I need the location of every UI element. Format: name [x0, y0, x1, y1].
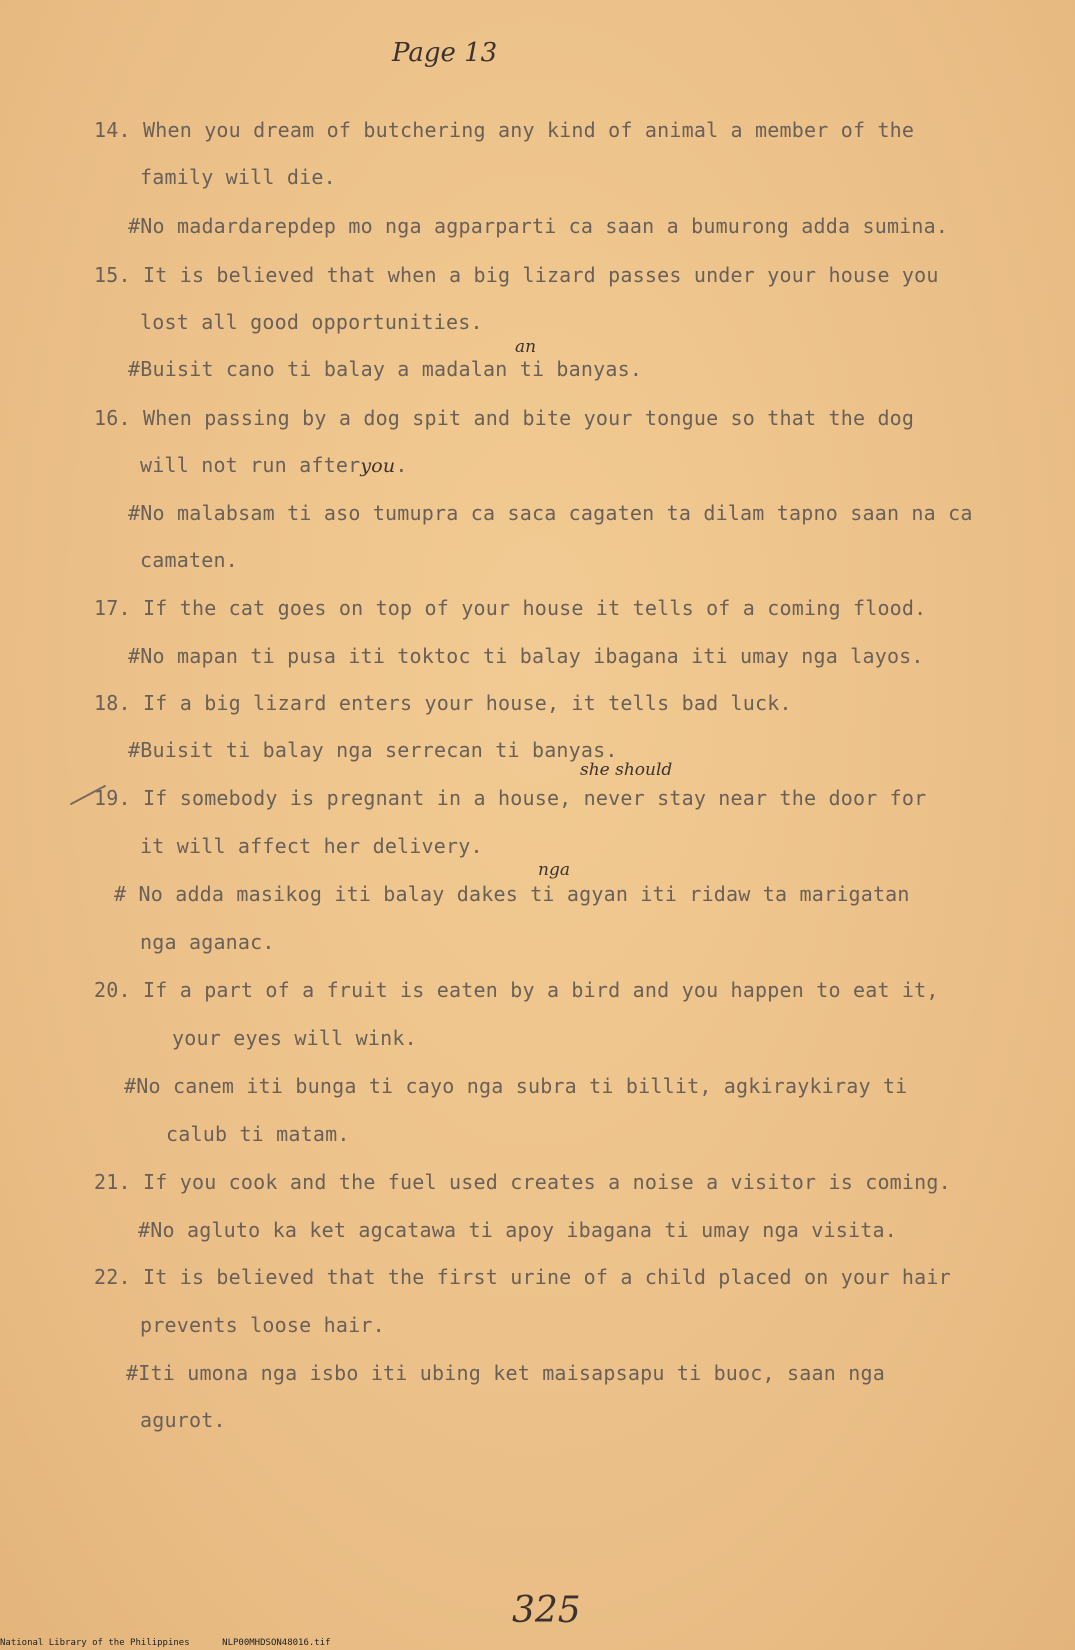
- item-15-ilocano-line-1: #Buisit cano ti balay a madalan ti banyas.: [128, 357, 643, 381]
- handwritten-page-note: Page 13: [392, 38, 498, 68]
- item-22-english-line-1: [94, 1265, 951, 1289]
- item-number: 20.: [94, 978, 131, 1002]
- item-number: 17.: [94, 596, 131, 620]
- item-number: 18.: [94, 691, 131, 715]
- item-number: 14.: [94, 118, 131, 142]
- item-15-english-line-1: [94, 263, 939, 287]
- item-18-english-line-1: [94, 691, 792, 715]
- library-credit: National Library of the Philippines: [0, 1638, 190, 1648]
- english-text: If a big lizard enters your house, it tells bad luck.: [142, 691, 792, 715]
- item-19-english-line-2: it will affect her delivery.: [140, 834, 483, 858]
- item-15-english-line-2: lost all good opportunities.: [140, 310, 483, 334]
- handwritten-insert-she-should: she should: [580, 760, 673, 780]
- item-16-ilocano-line-1: #No malabsam ti aso tumupra ca saca cagaten ta dilam tapno saan na ca: [128, 501, 973, 525]
- item-20-ilocano-line-1: #No canem iti bunga ti cayo nga subra ti billit, agkiraykiray ti: [124, 1074, 908, 1098]
- item-22-ilocano-line-2: agurot.: [140, 1408, 226, 1432]
- item-19-ilocano-line-2: nga aganac.: [140, 930, 275, 954]
- item-number: 21.: [94, 1170, 131, 1194]
- english-text: It is believed that the first urine of a child placed on your hair: [142, 1265, 951, 1289]
- english-text: If you cook and the fuel used creates a noise a visitor is coming.: [142, 1170, 951, 1194]
- item-19-english-line-1: [94, 786, 926, 810]
- handwritten-insert-nga: nga: [538, 860, 570, 880]
- handwritten-insert-an: an: [515, 337, 537, 357]
- item-20-english-line-2: your eyes will wink.: [172, 1026, 417, 1050]
- english-text: It is believed that when a big lizard passes under your house you: [142, 263, 939, 287]
- item-number: 16.: [94, 406, 131, 430]
- item-16-english-line-1: [94, 406, 914, 430]
- item-18-ilocano-line-1: #Buisit ti balay nga serrecan ti banyas.: [128, 738, 618, 762]
- item-14-english-line-2: family will die.: [140, 165, 336, 189]
- english-text: If somebody is pregnant in a house, never stay near the door for: [142, 786, 927, 810]
- english-text: If a part of a fruit is eaten by a bird and you happen to eat it,: [142, 978, 939, 1002]
- item-21-ilocano-line-1: #No agluto ka ket agcatawa ti apoy ibagana ti umay nga visita.: [138, 1218, 897, 1242]
- english-text: will not run after: [140, 453, 361, 477]
- english-text: When you dream of butchering any kind of animal a member of the: [142, 118, 915, 142]
- item-number: 15.: [94, 263, 131, 287]
- item-14-english-line-1: [94, 118, 914, 142]
- item-17-english-line-1: [94, 596, 926, 620]
- item-17-ilocano-line-1: #No mapan ti pusa iti toktoc ti balay ibagana iti umay nga layos.: [128, 644, 924, 668]
- item-21-english-line-1: [94, 1170, 951, 1194]
- item-20-english-line-1: [94, 978, 939, 1002]
- handwritten-page-number: 325: [512, 1590, 581, 1631]
- item-22-english-line-2: prevents loose hair.: [140, 1313, 385, 1337]
- english-text: If the cat goes on top of your house it tells of a coming flood.: [142, 596, 927, 620]
- item-20-ilocano-line-2: calub ti matam.: [166, 1122, 350, 1146]
- item-number: 22.: [94, 1265, 131, 1289]
- english-text: When passing by a dog spit and bite your tongue so that the dog: [142, 406, 915, 430]
- file-name: NLP00MHDSON48016.tif: [222, 1638, 331, 1648]
- item-19-ilocano-line-1: # No adda masikog iti balay dakes ti agyan iti ridaw ta marigatan: [114, 882, 910, 906]
- handwritten-insert-you: you: [360, 455, 396, 477]
- item-22-ilocano-line-1: #Iti umona nga isbo iti ubing ket maisapsapu ti buoc, saan nga: [126, 1361, 885, 1385]
- item-number: 19.: [94, 786, 131, 810]
- item-14-ilocano-line-1: #No madardarepdep mo nga agparparti ca saan a bumurong adda sumina.: [128, 214, 949, 238]
- scan-credit-line: [0, 1638, 331, 1648]
- item-16-ilocano-line-2: camaten.: [140, 548, 238, 572]
- item-16-english-line-2: will not run afteryou.: [140, 453, 408, 477]
